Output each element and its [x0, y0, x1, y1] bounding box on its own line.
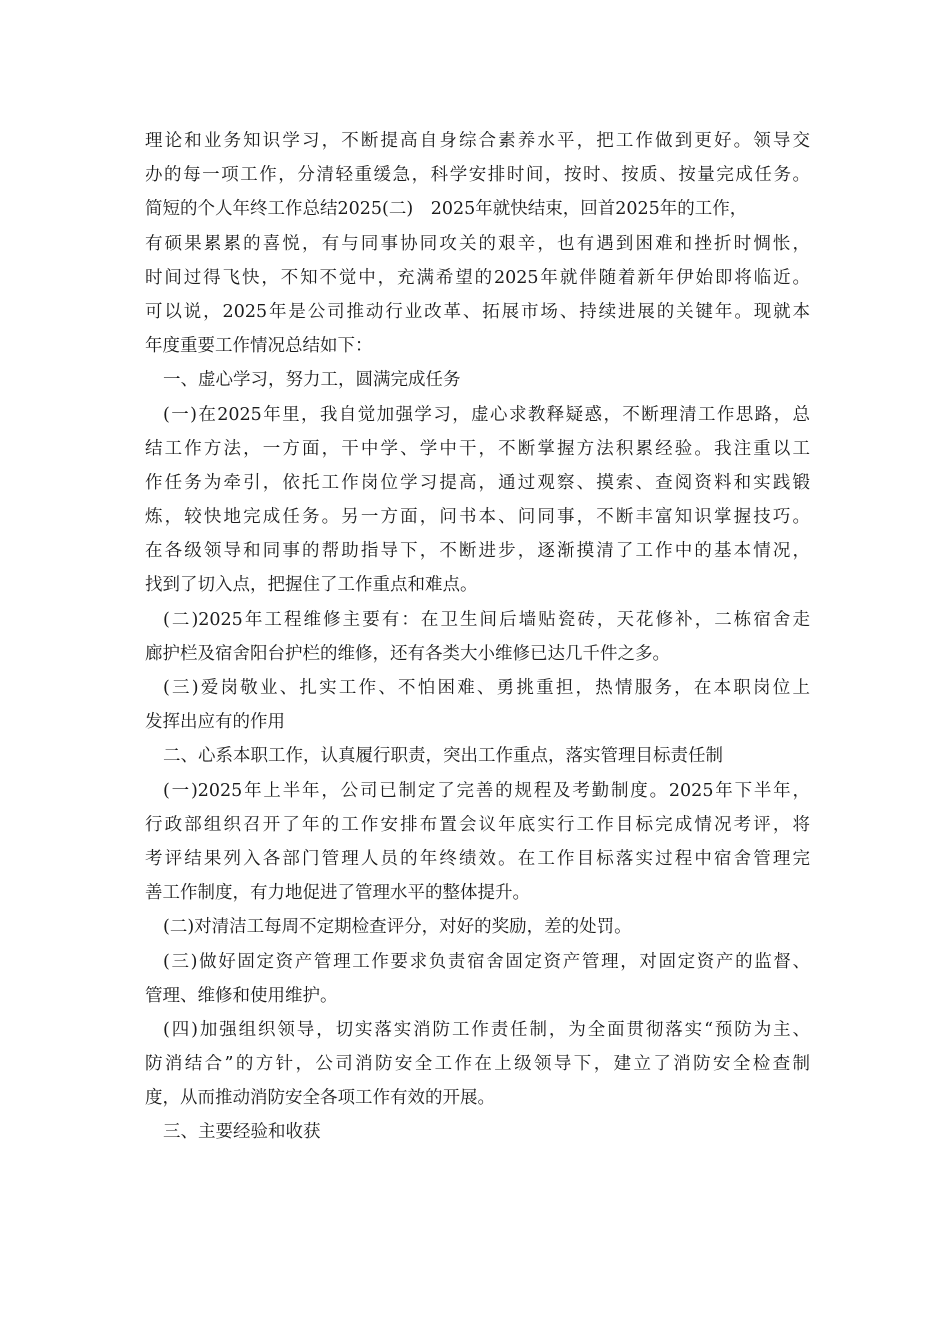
- text-line: 行政部组织召开了年的工作安排布置会议年底实行工作目标完成情况考评，将: [145, 814, 810, 835]
- text-line: (四)加强组织领导，切实落实消防工作责任制，为全面贯彻落实“预防为主、: [163, 1019, 810, 1040]
- text-line: 理论和业务知识学习，不断提高自身综合素养水平，把工作做到更好。领导交: [145, 131, 810, 151]
- document-body: [145, 124, 810, 1150]
- text-line: 廊护栏及宿舍阳台护栏的维修，还有各类大小维修已达几千件之多。: [145, 643, 670, 664]
- text-line: 度，从而推动消防安全各项工作有效的开展。: [145, 1088, 495, 1109]
- text-line: 作任务为牵引，依托工作岗位学习提高，通过观察、摸索、查阅资料和实践锻: [145, 472, 810, 493]
- text-line: 管理、维修和使用维护。: [145, 985, 338, 1006]
- text-line: 防消结合”的方针，公司消防安全工作在上级领导下，建立了消防安全检查制: [145, 1054, 810, 1075]
- text-line: 炼，较快地完成任务。另一方面，问书本、问同事，不断丰富知识掌握技巧。: [145, 507, 810, 528]
- text-line: 考评结果列入各部门管理人员的年终绩效。在工作目标落实过程中宿舍管理完: [145, 848, 810, 869]
- text-line: 善工作制度，有力地促进了管理水平的整体提升。: [145, 883, 530, 904]
- text-line: 二、心系本职工作，认真履行职责，突出工作重点，落实管理目标责任制: [163, 746, 723, 767]
- text-line: 三、主要经验和收获: [163, 1122, 321, 1143]
- text-line: 在各级领导和同事的帮助指导下，不断进步，逐渐摸清了工作中的基本情况，: [145, 541, 810, 562]
- text-line: 有硕果累累的喜悦，有与同事协同攻关的艰辛，也有遇到困难和挫折时惆怅，: [145, 233, 810, 254]
- text-line: 找到了切入点，把握住了工作重点和难点。: [145, 575, 478, 596]
- text-line: 简短的个人年终工作总结2025(二) 2025年就快结束，回首2025年的工作，: [145, 199, 748, 220]
- text-line: (二)对清洁工每周不定期检查评分，对好的奖励，差的处罚。: [163, 917, 632, 938]
- text-line: 可以说，2025年是公司推动行业改革、拓展市场、持续进展的关键年。现就本: [145, 301, 810, 322]
- text-line: 年度重要工作情况总结如下：: [145, 336, 373, 357]
- text-line: 办的每一项工作，分清轻重缓急，科学安排时间，按时、按质、按量完成任务。: [145, 165, 810, 186]
- text-line: 发挥出应有的作用: [145, 712, 285, 733]
- text-line: (一)2025年上半年，公司已制定了完善的规程及考勤制度。2025年下半年，: [163, 780, 810, 801]
- text-line: 结工作方法，一方面，干中学、学中干，不断掌握方法积累经验。我注重以工: [145, 438, 810, 459]
- text-line: (一)在2025年里，我自觉加强学习，虚心求教释疑惑，不断理清工作思路，总: [163, 404, 810, 425]
- text-line: 一、虚心学习，努力工，圆满完成任务: [163, 370, 461, 391]
- text-line: 时间过得飞快，不知不觉中，充满希望的2025年就伴随着新年伊始即将临近。: [145, 267, 810, 288]
- text-line: (三)做好固定资产管理工作要求负责宿舍固定资产管理，对固定资产的监督、: [163, 951, 810, 972]
- text-line: (三)爱岗敬业、扎实工作、不怕困难、勇挑重担，热情服务，在本职岗位上: [163, 678, 810, 698]
- text-line: (二)2025年工程维修主要有：在卫生间后墙贴瓷砖，天花修补，二栋宿舍走: [163, 609, 810, 630]
